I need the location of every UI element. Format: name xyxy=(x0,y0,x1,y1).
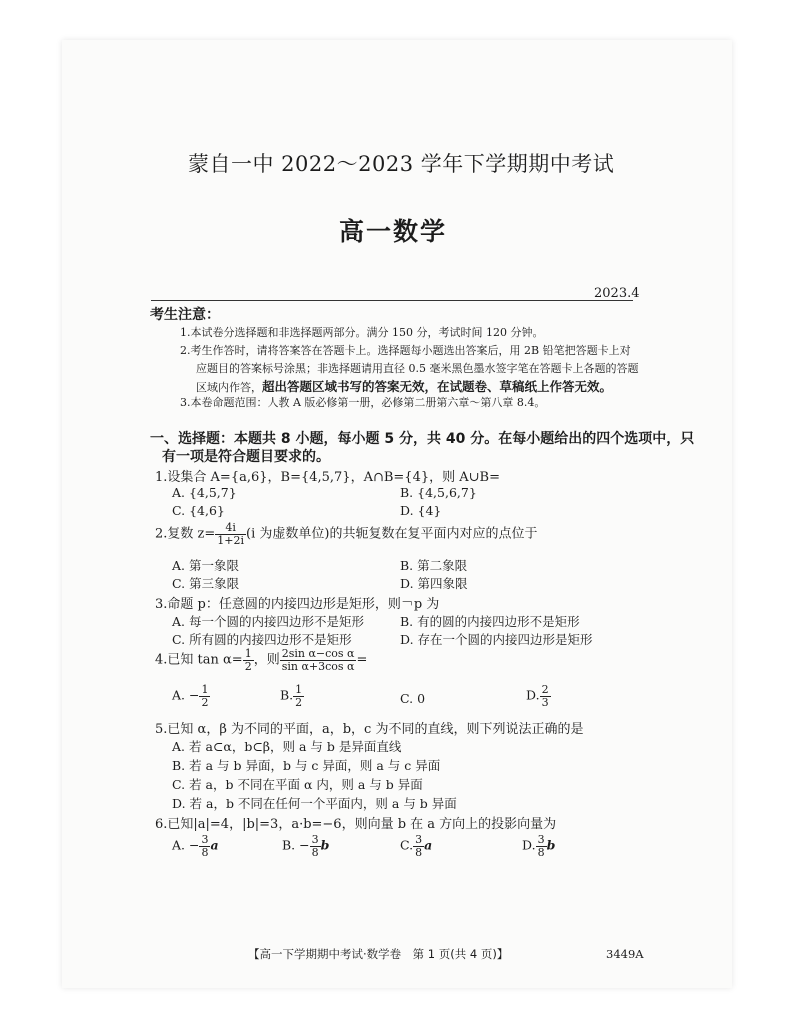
exam-date: 2023.4 xyxy=(594,286,640,301)
fraction-numerator: 3 xyxy=(201,833,209,846)
option-fraction xyxy=(536,834,547,858)
exam-title: 蒙自一中 2022～2023 学年下学期期中考试 xyxy=(188,152,615,176)
question-2-option-a: A. 第一象限 xyxy=(172,558,239,573)
question-5-stem: 5.已知 α，β 为不同的平面，a，b，c 为不同的直线，则下列说法正确的是 xyxy=(155,722,584,737)
fraction-numerator: 1 xyxy=(295,683,303,696)
option-fraction xyxy=(199,684,210,708)
vector-symbol: b xyxy=(546,837,556,853)
paper-code: 3449A xyxy=(606,947,644,961)
question-4-prefix: 4.已知 tan α= xyxy=(155,652,243,668)
notice-item-2: 2.考生作答时，请将答案答在答题卡上。选择题每小题选出答案后，用 2B 铅笔把答题卡上对 xyxy=(180,344,631,357)
question-3-option-c: C. 所有圆的内接四边形不是矩形 xyxy=(172,632,352,647)
option-label: B. xyxy=(280,687,294,703)
question-2-option-b: B. 第二象限 xyxy=(400,558,468,573)
fraction-denominator: 2 xyxy=(201,695,209,709)
option-fraction xyxy=(310,834,321,858)
notice-emphasis: 超出答题区域书写的答案无效，在试题卷、草稿纸上作答无效。 xyxy=(262,379,613,394)
subject-title: 高一数学 xyxy=(339,217,448,246)
question-2-option-d: D. 第四象限 xyxy=(400,576,468,591)
option-label: B. − xyxy=(282,837,310,853)
fraction-denominator: 8 xyxy=(415,845,423,859)
exam-paper xyxy=(62,40,732,988)
question-6-option-c xyxy=(400,834,432,858)
fraction-numerator: 1 xyxy=(201,683,209,696)
fraction-numerator: 3 xyxy=(311,833,319,846)
fraction-denominator: 8 xyxy=(201,845,209,859)
fraction-denominator: 2 xyxy=(295,695,303,709)
fraction-numerator: 4i xyxy=(215,522,246,535)
question-4-stem xyxy=(155,648,367,672)
notice-item-2-prefix: 区域内作答， xyxy=(196,381,262,394)
notice-item-3: 3.本卷命题范围：人教 A 版必修第一册，必修第二册第六章～第八章 8.4。 xyxy=(180,396,546,409)
option-fraction xyxy=(413,834,424,858)
question-4-fraction-2 xyxy=(280,648,357,672)
fraction-numerator: 3 xyxy=(537,833,545,846)
section-heading-line1: 一、选择题：本题共 8 小题，每小题 5 分，共 40 分。在每小题给出的四个选项中，只 xyxy=(150,431,695,447)
fraction-numerator: 2sin α−cos α xyxy=(281,647,355,660)
question-1-option-a: A. {4,5,7} xyxy=(172,485,237,500)
option-fraction xyxy=(293,684,304,708)
question-5-option-b: B. 若 a 与 b 异面，b 与 c 异面，则 a 与 c 异面 xyxy=(172,758,441,773)
question-5-option-a: A. 若 a⊂α，b⊂β，则 a 与 b 是异面直线 xyxy=(172,739,402,754)
question-1-option-c: C. {4,6} xyxy=(172,503,225,518)
fraction-denominator: 2 xyxy=(244,659,252,673)
notice-item-2-cont: 应题目的答案标号涂黑；非选择题请用直径 0.5 毫米黑色墨水签字笔在答题卡上各题的答题 xyxy=(196,362,639,375)
vector-symbol: a xyxy=(424,837,433,853)
option-label: C. xyxy=(400,837,414,853)
question-3-option-b: B. 有的圆的内接四边形不是矩形 xyxy=(400,614,580,629)
fraction-numerator: 2 xyxy=(541,683,549,696)
option-label: A. − xyxy=(172,837,200,853)
fraction-denominator: sin α+3cos α xyxy=(281,659,355,673)
question-1-stem: 1.设集合 A={a,6}，B={4,5,7}，A∩B={4}，则 A∪B= xyxy=(155,470,500,485)
option-label: A. − xyxy=(172,687,200,703)
question-4-option-b xyxy=(280,684,304,708)
question-4-mid: ，则 xyxy=(253,652,280,668)
question-5-option-c: C. 若 a，b 不同在平面 α 内，则 a 与 b 异面 xyxy=(172,777,423,792)
question-2-prefix: 2.复数 z= xyxy=(155,526,216,542)
fraction-denominator: 8 xyxy=(311,845,319,859)
option-fraction xyxy=(540,684,551,708)
notice-item-1: 1.本试卷分选择题和非选择题两部分。满分 150 分，考试时间 120 分钟。 xyxy=(180,326,544,339)
fraction-denominator: 3 xyxy=(541,695,549,709)
vector-symbol: a xyxy=(210,837,219,853)
question-3-option-d: D. 存在一个圆的内接四边形是矩形 xyxy=(400,632,593,647)
section-heading-line2: 有一项是符合题目要求的。 xyxy=(162,449,330,465)
question-6-option-d xyxy=(522,834,555,858)
fraction-numerator: 3 xyxy=(415,833,423,846)
question-3-stem: 3.命题 p：任意圆的内接四边形是矩形，则￢p 为 xyxy=(155,597,440,612)
question-6-stem: 6.已知|a|=4，|b|=3，a·b=−6，则向量 b 在 a 方向上的投影向量为 xyxy=(155,817,557,832)
question-2-stem xyxy=(155,522,537,546)
question-2-suffix: (i 为虚数单位)的共轭复数在复平面内对应的点位于 xyxy=(246,526,538,542)
fraction-denominator: 8 xyxy=(537,845,545,859)
question-4-option-a xyxy=(172,684,210,708)
page-footer: 【高一下学期期中考试·数学卷 第 1 页(共 4 页)】 xyxy=(248,947,509,961)
fraction-denominator: 1+2i xyxy=(217,533,245,547)
question-6-option-a xyxy=(172,834,219,858)
question-2-option-c: C. 第三象限 xyxy=(172,576,240,591)
notice-item-2-last xyxy=(196,376,612,395)
vector-symbol: b xyxy=(320,837,330,853)
question-1-option-b: B. {4,5,6,7} xyxy=(400,485,477,500)
question-3-option-a: A. 每一个圆的内接四边形不是矩形 xyxy=(172,614,364,629)
option-fraction xyxy=(199,834,210,858)
notice-title: 考生注意： xyxy=(150,307,220,323)
question-2-fraction xyxy=(215,522,246,546)
fraction-numerator: 1 xyxy=(244,647,252,660)
question-4-option-c: C. 0 xyxy=(400,691,426,706)
question-1-option-d: D. {4} xyxy=(400,503,442,518)
option-label: D. xyxy=(526,687,540,703)
question-5-option-d: D. 若 a，b 不同在任何一个平面内，则 a 与 b 异面 xyxy=(172,796,457,811)
header-divider xyxy=(151,300,633,301)
question-6-option-b xyxy=(282,834,329,858)
question-4-fraction-1 xyxy=(243,648,254,672)
option-label: D. xyxy=(522,837,536,853)
question-4-option-d xyxy=(526,684,551,708)
question-4-suffix: = xyxy=(356,652,368,668)
